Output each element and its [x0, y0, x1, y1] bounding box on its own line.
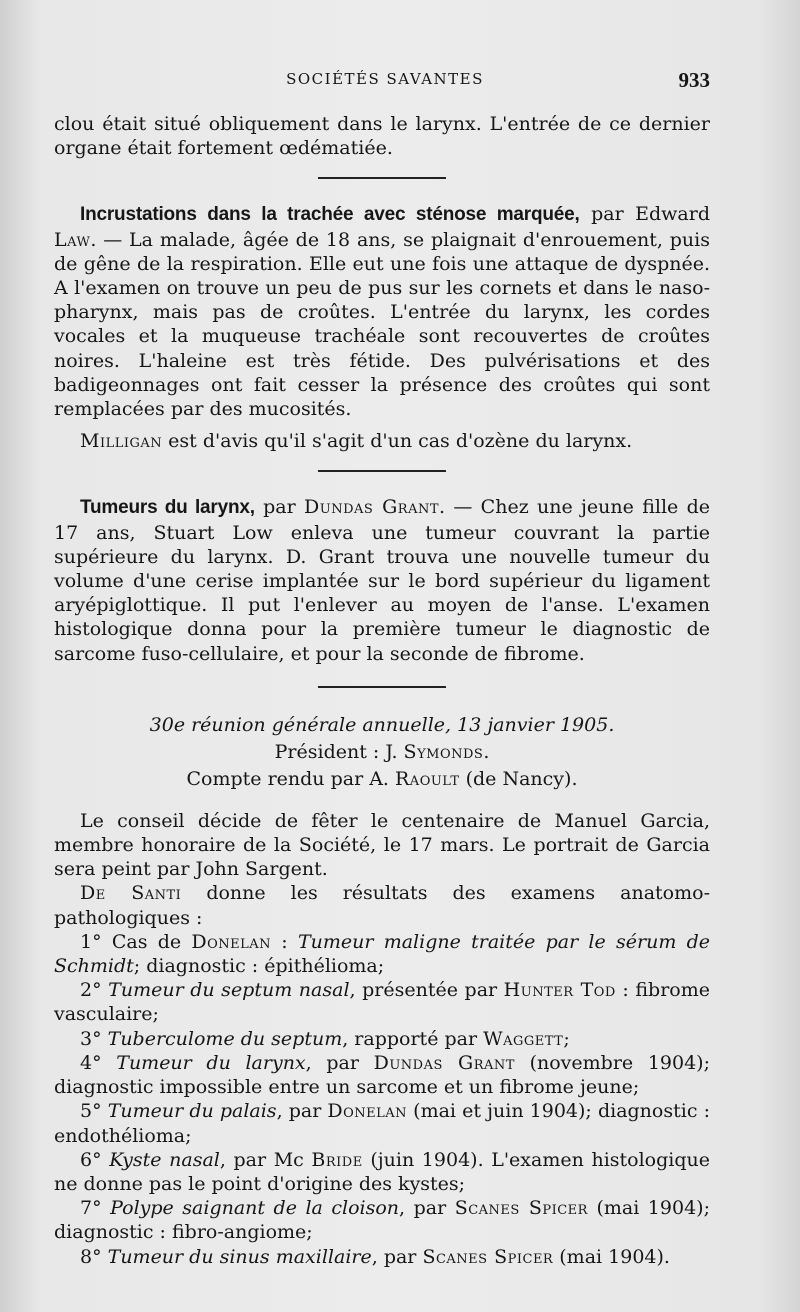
item-number: 5°	[80, 1100, 102, 1123]
item-mid: , par	[371, 1245, 423, 1268]
section-by: par	[254, 496, 305, 519]
council-paragraph: Le conseil décide de fêter le centenaire de Manuel Garcia, membre honoraire de la Société, le 17 mars. Le portrait de Garcia sera peint par John Sargent.	[54, 809, 710, 881]
item-pre	[102, 1197, 111, 1219]
section-title: Tumeurs du larynx,	[80, 497, 255, 519]
item-title: Tuberculome du septum	[107, 1027, 343, 1050]
item-post: (juin 1904). L'examen histologique ne donne pas le point d'origine des kystes;	[54, 1148, 710, 1195]
running-head: SOCIÉTÉS SAVANTES	[286, 70, 484, 88]
item-title: Kyste nasal	[109, 1148, 220, 1171]
list-item	[54, 930, 710, 978]
continuation-paragraph: clou était situé obliquement dans le larynx. L'entrée de ce dernier organe était fortement œdématiée.	[54, 113, 710, 160]
section-text: . — La malade, âgée de 18 ans, se plaignait d'enrouement, puis de gêne de la respiration. Elle eut une fois une attaque de dyspnée. A l'examen on trouve un peu de pus sur les cornets et dans le naso-pharynx, mais pas de croûtes. L'entrée du larynx, les cordes vocales et la muqueuse trachéale sont recouvertes de croûtes noires. L'haleine est très fétide. Des pulvérisations et des badigeonnages ont fait cesser la présence des croûtes qui sont remplacées par des mucosités.	[54, 228, 710, 421]
item-title: Tumeur du sinus maxillaire	[107, 1245, 372, 1268]
report-name: Raoult	[395, 767, 460, 790]
item-number: 2°	[80, 979, 102, 1002]
item-number: 8°	[80, 1245, 102, 1268]
item-number: 4°	[80, 1051, 102, 1074]
item-author: Bride	[311, 1148, 363, 1171]
item-pre	[102, 1052, 117, 1074]
item-author: Waggett	[483, 1027, 564, 1050]
section-author: Law	[54, 228, 91, 251]
section-tumeurs	[54, 495, 710, 665]
report-place: (de Nancy).	[459, 767, 578, 790]
item-title: Tumeur maligne traitée par le sérum de Schmidt	[54, 930, 711, 978]
item-post: (mai et juin 1904); diagnostic : endothélioma;	[54, 1100, 710, 1147]
item-author: Scanes Spicer	[454, 1197, 588, 1220]
item-post: (mai 1904); diagnostic : fibro-angiome;	[54, 1197, 710, 1244]
meeting-report	[54, 766, 710, 793]
list-item	[54, 1196, 710, 1244]
item-title: Polype saignant de la cloison	[110, 1197, 400, 1220]
item-mid: , rapporté par	[342, 1027, 484, 1050]
item-number: 3°	[80, 1027, 102, 1050]
item-pre: Cas de	[101, 930, 192, 953]
desanti-text: donne les résultats des examens anatomo-pathologiques :	[54, 882, 710, 929]
meeting-president: Président : J. Symonds.	[274, 740, 490, 763]
item-mid: , par	[276, 1100, 328, 1123]
page-header	[60, 68, 710, 98]
item-number: 6°	[80, 1148, 102, 1171]
page-number: 933	[678, 68, 710, 92]
item-post: ; diagnostic : épithélioma;	[133, 955, 385, 978]
desanti-paragraph	[54, 881, 710, 929]
item-post: : fibrome vasculaire;	[54, 979, 710, 1026]
section-divider	[318, 470, 446, 472]
list-item	[54, 1027, 710, 1051]
list-item	[54, 1245, 710, 1269]
item-author: Hunter Tod	[503, 979, 616, 1002]
item-title: Tumeur du septum nasal	[108, 979, 350, 1002]
item-mid: , par	[305, 1051, 374, 1074]
item-mid: , présentée par	[349, 979, 504, 1002]
list-item	[54, 1051, 710, 1099]
meeting-block	[54, 712, 710, 793]
section-author: Dundas Grant	[304, 496, 440, 519]
president-label: Président : J.	[274, 740, 404, 763]
item-post: (novembre 1904); diagnostic impossible entre un sarcome et un fibrome jeune;	[54, 1051, 710, 1099]
item-post: ;	[563, 1027, 570, 1050]
list-item	[54, 1099, 710, 1147]
item-author: Donelan	[327, 1100, 408, 1123]
item-post: (mai 1904).	[553, 1245, 670, 1268]
meeting-title	[54, 712, 710, 739]
section-title: Incrustations dans la trachée avec sténose marquée,	[80, 204, 580, 226]
page-body	[54, 112, 710, 1269]
item-mid: , par	[399, 1197, 455, 1220]
item-mid: :	[271, 930, 298, 953]
item-author: Scanes Spicer	[422, 1245, 554, 1268]
comment-paragraph	[54, 429, 710, 453]
comment-text: est d'avis qu'il s'agit d'un cas d'ozène du larynx.	[162, 430, 633, 453]
list-item	[54, 1148, 710, 1196]
section-text: . — Chez une jeune fille de 17 ans, Stuart Low enleva une tumeur couvrant la partie supérieure du larynx. D. Grant trouva une nouvelle tumeur du volume d'une cerise implantée sur le bord supérieur du ligament aryépiglottique. Il put l'enlever au moyen de l'anse. L'examen histologique donna pour la première tumeur le diagnostic de sarcome fuso-cellulaire, et pour la seconde de fibrome.	[54, 496, 710, 665]
item-number: 1°	[80, 930, 102, 953]
item-title: Tumeur du larynx	[116, 1051, 306, 1074]
comment-author: Milligan	[80, 430, 163, 453]
section-incrustations	[54, 202, 710, 421]
president-name: Symonds	[403, 740, 484, 763]
section-divider	[318, 686, 446, 688]
section-divider	[318, 177, 446, 179]
item-mid: , par Mc	[219, 1148, 312, 1171]
desanti-name: De Santi	[80, 882, 182, 905]
section-by: par Edward	[579, 203, 710, 226]
item-number: 7°	[80, 1197, 102, 1220]
meeting-title-text: 30e réunion générale annuelle, 13 janvier 1905.	[149, 713, 615, 736]
report-label: Compte rendu par A.	[186, 767, 395, 790]
item-title: Tumeur du palais	[107, 1100, 277, 1123]
list-item	[54, 978, 710, 1026]
item-author: Dundas Grant	[373, 1051, 515, 1074]
item-author: Donelan	[191, 930, 272, 953]
